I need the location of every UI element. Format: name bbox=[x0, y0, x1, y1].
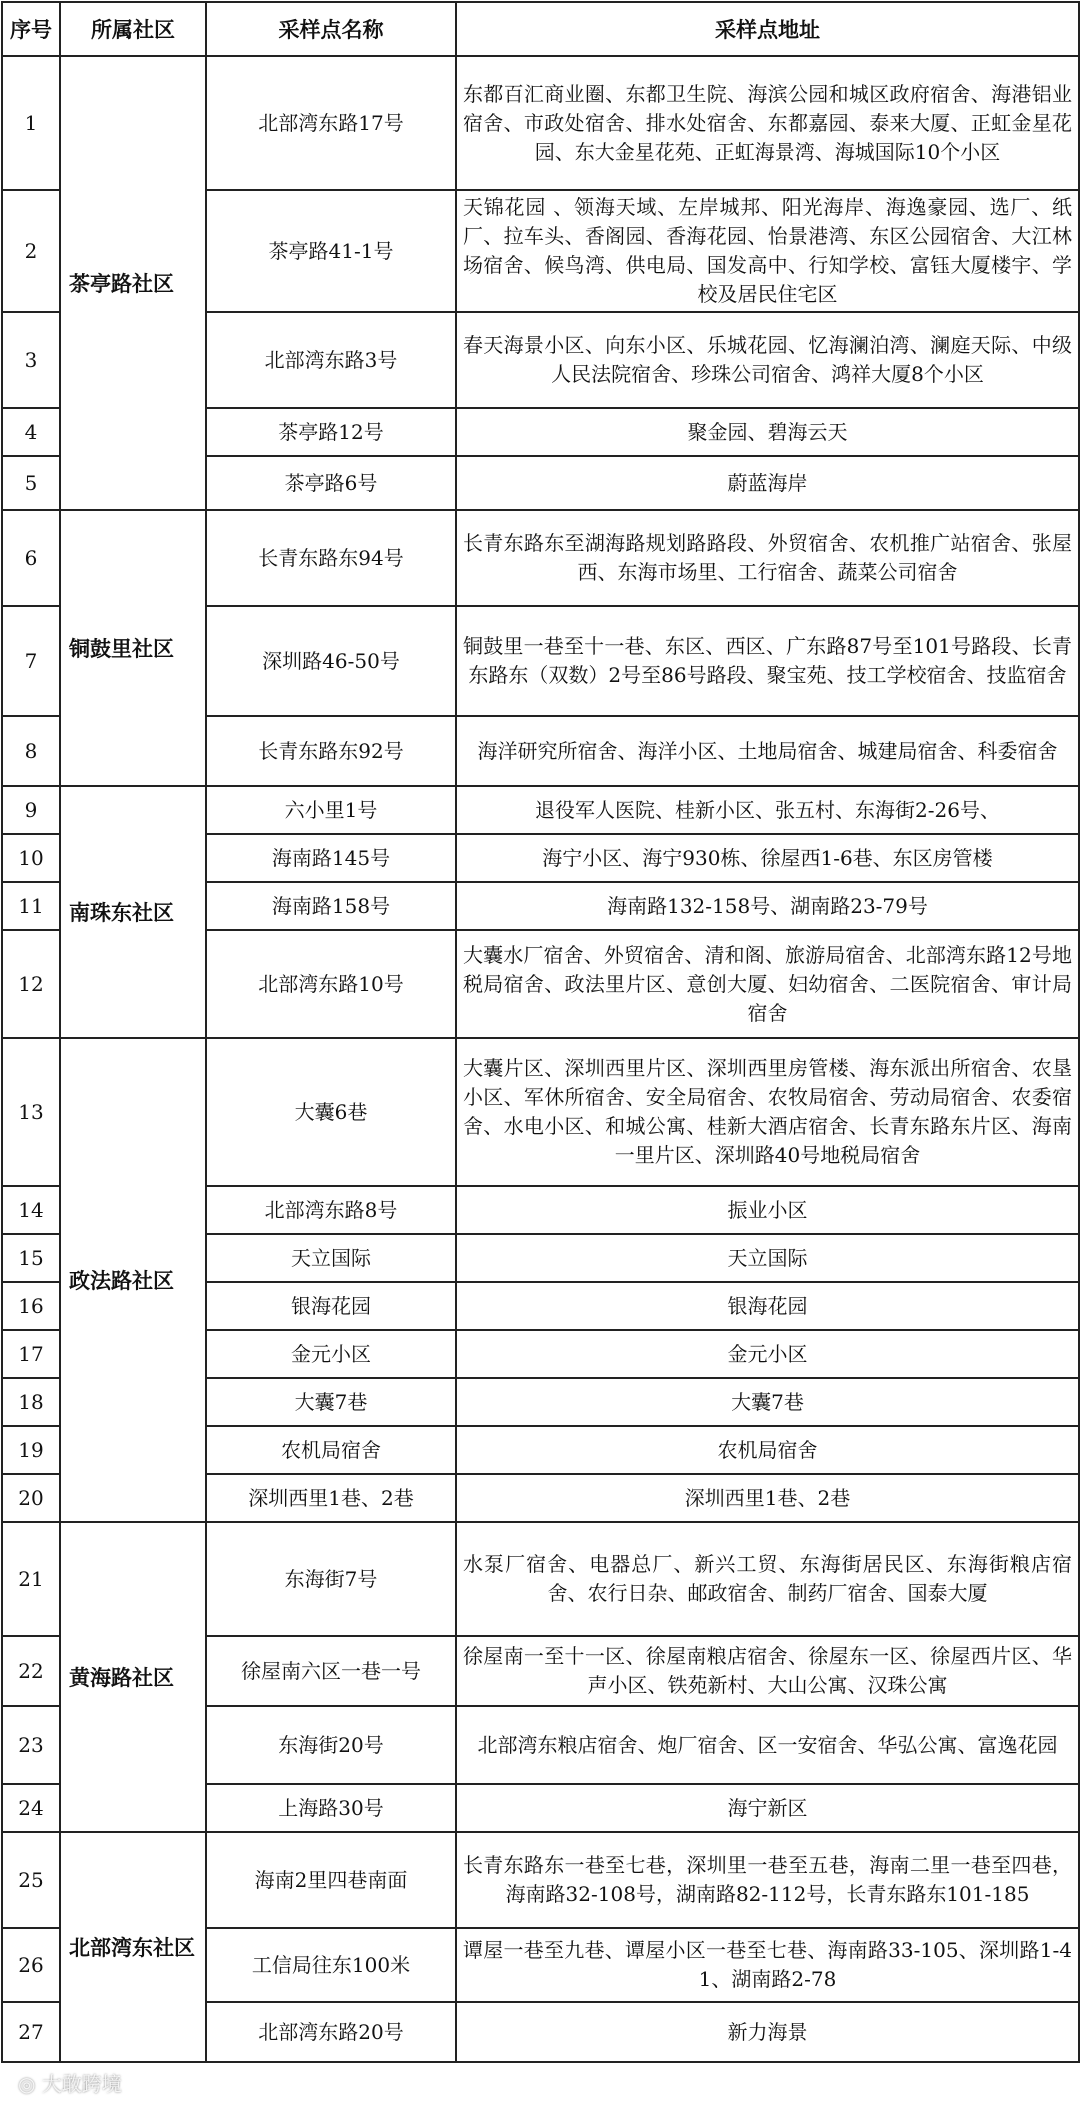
site-name-cell: 茶亭路41-1号 bbox=[206, 190, 456, 312]
site-name-cell: 北部湾东路17号 bbox=[206, 56, 456, 190]
site-name-cell: 六小里1号 bbox=[206, 786, 456, 834]
community-cell: 铜鼓里社区 bbox=[60, 510, 206, 786]
table-row bbox=[2, 1522, 1079, 1636]
row-number: 12 bbox=[2, 930, 60, 1038]
row-number: 18 bbox=[2, 1378, 60, 1426]
row-number: 26 bbox=[2, 1928, 60, 2002]
row-number: 10 bbox=[2, 834, 60, 882]
row-number: 1 bbox=[2, 56, 60, 190]
site-name-cell: 北部湾东路3号 bbox=[206, 312, 456, 408]
site-name-cell: 长青东路东94号 bbox=[206, 510, 456, 606]
header-no: 序号 bbox=[2, 2, 60, 56]
row-number: 5 bbox=[2, 456, 60, 510]
site-name-cell: 北部湾东路8号 bbox=[206, 1186, 456, 1234]
row-number: 16 bbox=[2, 1282, 60, 1330]
site-name-cell: 大囊6巷 bbox=[206, 1038, 456, 1186]
site-name-cell: 天立国际 bbox=[206, 1234, 456, 1282]
row-number: 8 bbox=[2, 716, 60, 786]
row-number: 22 bbox=[2, 1636, 60, 1706]
site-address-cell: 振业小区 bbox=[456, 1186, 1079, 1234]
row-number: 4 bbox=[2, 408, 60, 456]
site-address-cell: 海洋研究所宿舍、海洋小区、土地局宿舍、城建局宿舍、科委宿舍 bbox=[456, 716, 1079, 786]
row-number: 24 bbox=[2, 1784, 60, 1832]
site-address-cell: 新力海景 bbox=[456, 2002, 1079, 2062]
row-number: 20 bbox=[2, 1474, 60, 1522]
site-name-cell: 深圳路46-50号 bbox=[206, 606, 456, 716]
site-name-cell: 银海花园 bbox=[206, 1282, 456, 1330]
sampling-sites-table bbox=[1, 1, 1080, 2063]
row-number: 17 bbox=[2, 1330, 60, 1378]
site-address-cell: 东都百汇商业圈、东都卫生院、海滨公园和城区政府宿舍、海港铝业宿舍、市政处宿舍、排水处宿舍、东都嘉园、泰来大厦、正虹金星花园、东大金星花苑、正虹海景湾、海城国际10个小区 bbox=[456, 56, 1079, 190]
site-name-cell: 茶亭路12号 bbox=[206, 408, 456, 456]
site-address-cell: 金元小区 bbox=[456, 1330, 1079, 1378]
site-address-cell: 水泵厂宿舍、电器总厂、新兴工贸、东海街居民区、东海街粮店宿舍、农行日杂、邮政宿舍、制药厂宿舍、国泰大厦 bbox=[456, 1522, 1079, 1636]
table-header-row bbox=[2, 2, 1079, 56]
site-name-cell: 北部湾东路10号 bbox=[206, 930, 456, 1038]
site-name-cell: 长青东路东92号 bbox=[206, 716, 456, 786]
row-number: 14 bbox=[2, 1186, 60, 1234]
site-address-cell: 大囊片区、深圳西里片区、深圳西里房管楼、海东派出所宿舍、农垦小区、军休所宿舍、安全局宿舍、农牧局宿舍、劳动局宿舍、农委宿舍、水电小区、和城公寓、桂新大酒店宿舍、长青东路东片区、海南一里片区、深圳路40号地税局宿舍 bbox=[456, 1038, 1079, 1186]
table-row bbox=[2, 56, 1079, 190]
community-cell: 南珠东社区 bbox=[60, 786, 206, 1038]
site-name-cell: 东海街7号 bbox=[206, 1522, 456, 1636]
site-name-cell: 海南2里四巷南面 bbox=[206, 1832, 456, 1928]
header-site-name: 采样点名称 bbox=[206, 2, 456, 56]
site-name-cell: 海南路158号 bbox=[206, 882, 456, 930]
header-address: 采样点地址 bbox=[456, 2, 1079, 56]
site-address-cell: 退役军人医院、桂新小区、张五村、东海街2-26号、 bbox=[456, 786, 1079, 834]
row-number: 13 bbox=[2, 1038, 60, 1186]
table-row bbox=[2, 1038, 1079, 1186]
site-address-cell: 海南路132-158号、湖南路23-79号 bbox=[456, 882, 1079, 930]
row-number: 2 bbox=[2, 190, 60, 312]
site-name-cell: 深圳西里1巷、2巷 bbox=[206, 1474, 456, 1522]
site-name-cell: 北部湾东路20号 bbox=[206, 2002, 456, 2062]
table-row bbox=[2, 786, 1079, 834]
site-address-cell: 海宁新区 bbox=[456, 1784, 1079, 1832]
site-name-cell: 东海街20号 bbox=[206, 1706, 456, 1784]
table-row bbox=[2, 1832, 1079, 1928]
site-address-cell: 深圳西里1巷、2巷 bbox=[456, 1474, 1079, 1522]
site-address-cell: 海宁小区、海宁930栋、徐屋西1-6巷、东区房管楼 bbox=[456, 834, 1079, 882]
row-number: 15 bbox=[2, 1234, 60, 1282]
row-number: 23 bbox=[2, 1706, 60, 1784]
site-address-cell: 长青东路东一巷至七巷，深圳里一巷至五巷，海南二里一巷至四巷，海南路32-108号，湖南路82-112号，长青东路东101-185 bbox=[456, 1832, 1079, 1928]
row-number: 9 bbox=[2, 786, 60, 834]
site-address-cell: 聚金园、碧海云天 bbox=[456, 408, 1079, 456]
row-number: 3 bbox=[2, 312, 60, 408]
row-number: 11 bbox=[2, 882, 60, 930]
site-address-cell: 银海花园 bbox=[456, 1282, 1079, 1330]
header-community: 所属社区 bbox=[60, 2, 206, 56]
row-number: 6 bbox=[2, 510, 60, 606]
site-address-cell: 农机局宿舍 bbox=[456, 1426, 1079, 1474]
row-number: 25 bbox=[2, 1832, 60, 1928]
table-body bbox=[2, 56, 1079, 2062]
row-number: 27 bbox=[2, 2002, 60, 2062]
community-cell: 黄海路社区 bbox=[60, 1522, 206, 1832]
site-address-cell: 天锦花园 、领海天域、左岸城邦、阳光海岸、海逸豪园、选厂、纸厂、拉车头、香阁园、香海花园、怡景港湾、东区公园宿舍、大江林场宿舍、候鸟湾、供电局、国发高中、行知学校、富钰大厦楼宇、学校及居民住宅区 bbox=[456, 190, 1079, 312]
community-cell: 茶亭路社区 bbox=[60, 56, 206, 510]
site-address-cell: 大囊水厂宿舍、外贸宿舍、清和阁、旅游局宿舍、北部湾东路12号地税局宿舍、政法里片区、意创大厦、妇幼宿舍、二医院宿舍、审计局宿舍 bbox=[456, 930, 1079, 1038]
site-address-cell: 大囊7巷 bbox=[456, 1378, 1079, 1426]
site-name-cell: 大囊7巷 bbox=[206, 1378, 456, 1426]
row-number: 19 bbox=[2, 1426, 60, 1474]
site-name-cell: 农机局宿舍 bbox=[206, 1426, 456, 1474]
site-name-cell: 上海路30号 bbox=[206, 1784, 456, 1832]
site-address-cell: 天立国际 bbox=[456, 1234, 1079, 1282]
site-address-cell: 北部湾东粮店宿舍、炮厂宿舍、区一安宿舍、华弘公寓、富逸花园 bbox=[456, 1706, 1079, 1784]
site-address-cell: 长青东路东至湖海路规划路路段、外贸宿舍、农机推广站宿舍、张屋西、东海市场里、工行宿舍、蔬菜公司宿舍 bbox=[456, 510, 1079, 606]
watermark-text: ◎ 大敢跨境 bbox=[18, 2072, 122, 2096]
table-row bbox=[2, 510, 1079, 606]
site-name-cell: 金元小区 bbox=[206, 1330, 456, 1378]
site-name-cell: 海南路145号 bbox=[206, 834, 456, 882]
site-address-cell: 蔚蓝海岸 bbox=[456, 456, 1079, 510]
row-number: 7 bbox=[2, 606, 60, 716]
community-cell: 北部湾东社区 bbox=[60, 1832, 206, 2062]
community-cell: 政法路社区 bbox=[60, 1038, 206, 1522]
site-name-cell: 茶亭路6号 bbox=[206, 456, 456, 510]
row-number: 21 bbox=[2, 1522, 60, 1636]
site-address-cell: 谭屋一巷至九巷、谭屋小区一巷至七巷、海南路33-105、深圳路1-41、湖南路2-78 bbox=[456, 1928, 1079, 2002]
site-name-cell: 徐屋南六区一巷一号 bbox=[206, 1636, 456, 1706]
site-name-cell: 工信局往东100米 bbox=[206, 1928, 456, 2002]
site-address-cell: 铜鼓里一巷至十一巷、东区、西区、广东路87号至101号路段、长青东路东（双数）2号至86号路段、聚宝苑、技工学校宿舍、技监宿舍 bbox=[456, 606, 1079, 716]
site-address-cell: 徐屋南一至十一区、徐屋南粮店宿舍、徐屋东一区、徐屋西片区、华声小区、铁苑新村、大山公寓、汉珠公寓 bbox=[456, 1636, 1079, 1706]
site-address-cell: 春天海景小区、向东小区、乐城花园、忆海澜泊湾、澜庭天际、中级人民法院宿舍、珍珠公司宿舍、鸿祥大厦8个小区 bbox=[456, 312, 1079, 408]
